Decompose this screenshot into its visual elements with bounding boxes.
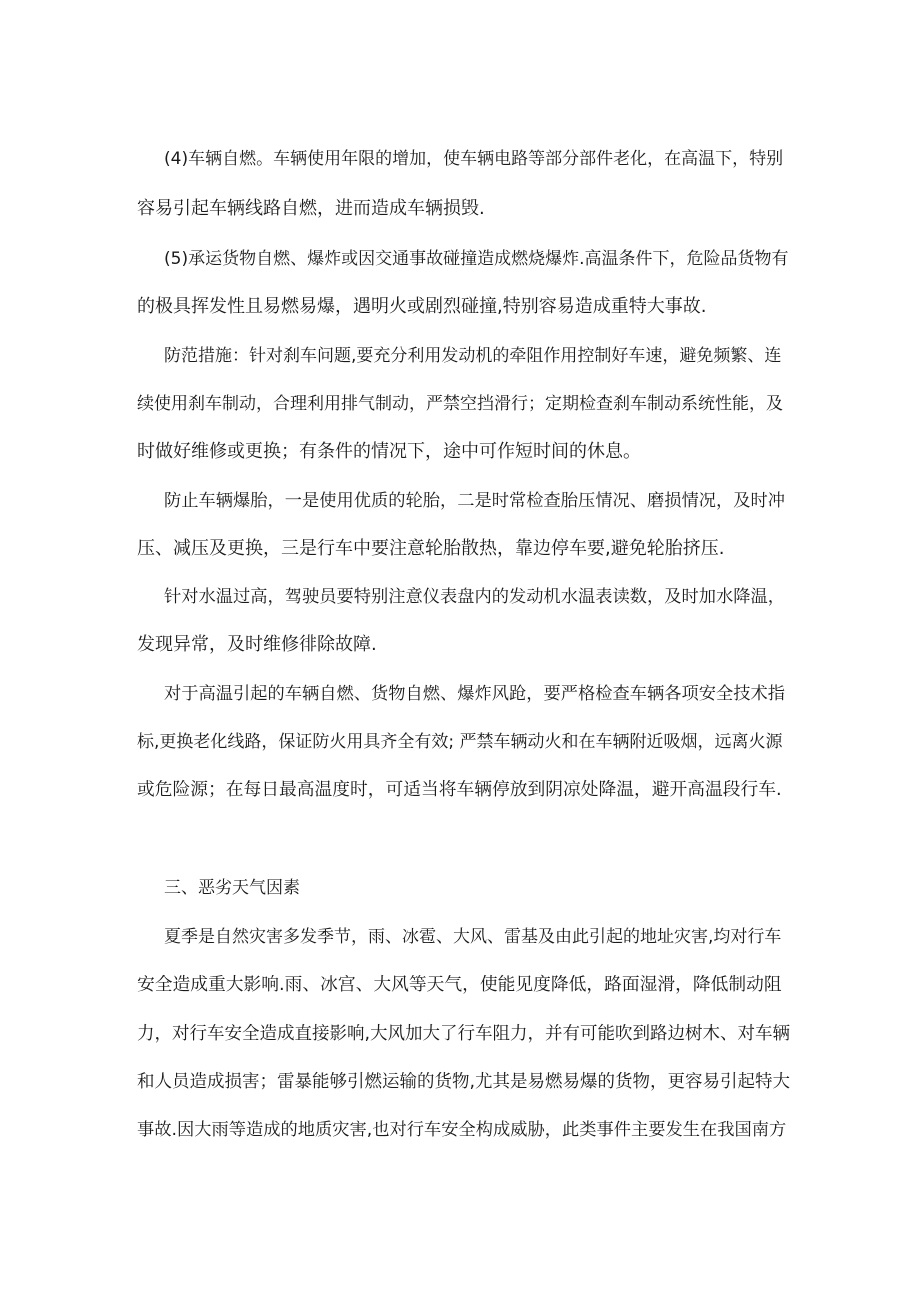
weather-line-4: 和人员造成损害；雷暴能够引燃运输的货物,尤其是易燃易爆的货物，更容易引起特大 (137, 1072, 791, 1092)
fire-line-3: 或危险源；在每日最高温度时，可适当将车辆停放到阴凉处降温，避开高温段行车. (137, 780, 782, 800)
paragraph-5-line-2: 的极具挥发性且易燃易爆，遇明火或剧烈碰撞,特别容易造成重特大事故. (137, 296, 707, 317)
prevention-line-2: 续使用刹车制动，合理利用排气制动，严禁空挡滑行；定期检查刹车制动系统性能，及 (137, 394, 783, 414)
weather-line-2: 安全造成重大影响.雨、冰宫、大风等天气，使能见度降低，路面湿滑，降低制动阻 (137, 975, 782, 995)
weather-line-3: 力，对行车安全造成直接影响,大风加大了行车阻力，并有可能吹到路边树木、对车辆 (137, 1024, 791, 1044)
fire-line-2: 标,更换老化线路，保证防火用具齐全有效; 严禁车辆动火和在车辆附近吸烟，远离火源 (137, 732, 783, 752)
paragraph-4-line-2: 容易引起车辆线路自燃，进而造成车辆损毁. (137, 198, 485, 219)
weather-line-5: 事故.因大雨等造成的地质灾害,也对行车安全构成威胁，此类事件主要发生在我国南方 (137, 1120, 787, 1140)
section-heading: 三、恶劣天气因素 (164, 878, 300, 898)
paragraph-4-line-1: (4)车辆自燃。车辆使用年限的增加，使车辆电路等部分部件老化，在高温下，特别 (164, 149, 784, 169)
fire-line-1: 对于高温引起的车辆自燃、货物自燃、爆炸风跄，要严格检查车辆各项安全技术指 (164, 684, 786, 704)
prevention-line-1: 防范措施：针对刹车问题,要充分利用发动机的牵阻作用控制好车速，避免频繁、连 (164, 346, 782, 366)
prevention-line-3: 时做好维修或更换；有条件的情况下，途中可作短时间的休息。 (137, 441, 641, 462)
tire-line-1: 防止车辆爆胎，一是使用优质的轮胎，二是时常检查胎压情况、磨损情况，及时冲 (164, 491, 786, 511)
weather-line-1: 夏季是自然灾害多发季节，雨、冰雹、大风、雷基及由此引起的地址灾害,均对行车 (164, 927, 782, 947)
paragraph-5-line-1: (5)承运货物自燃、爆炸或因交通事故碰撞造成燃烧爆炸.高温条件下，危险品货物有 (164, 249, 789, 269)
water-line-2: 发现异常，及时维修徘除故障. (137, 634, 377, 655)
tire-line-2: 压、减压及更换，三是行车中要注意轮胎散热，靠边停车要,避免轮胎挤压. (137, 538, 725, 559)
water-line-1: 针对水温过高，驾驶员要特别注意仪表盘内的发动机水温表读数，及时加水降温， (164, 587, 786, 607)
